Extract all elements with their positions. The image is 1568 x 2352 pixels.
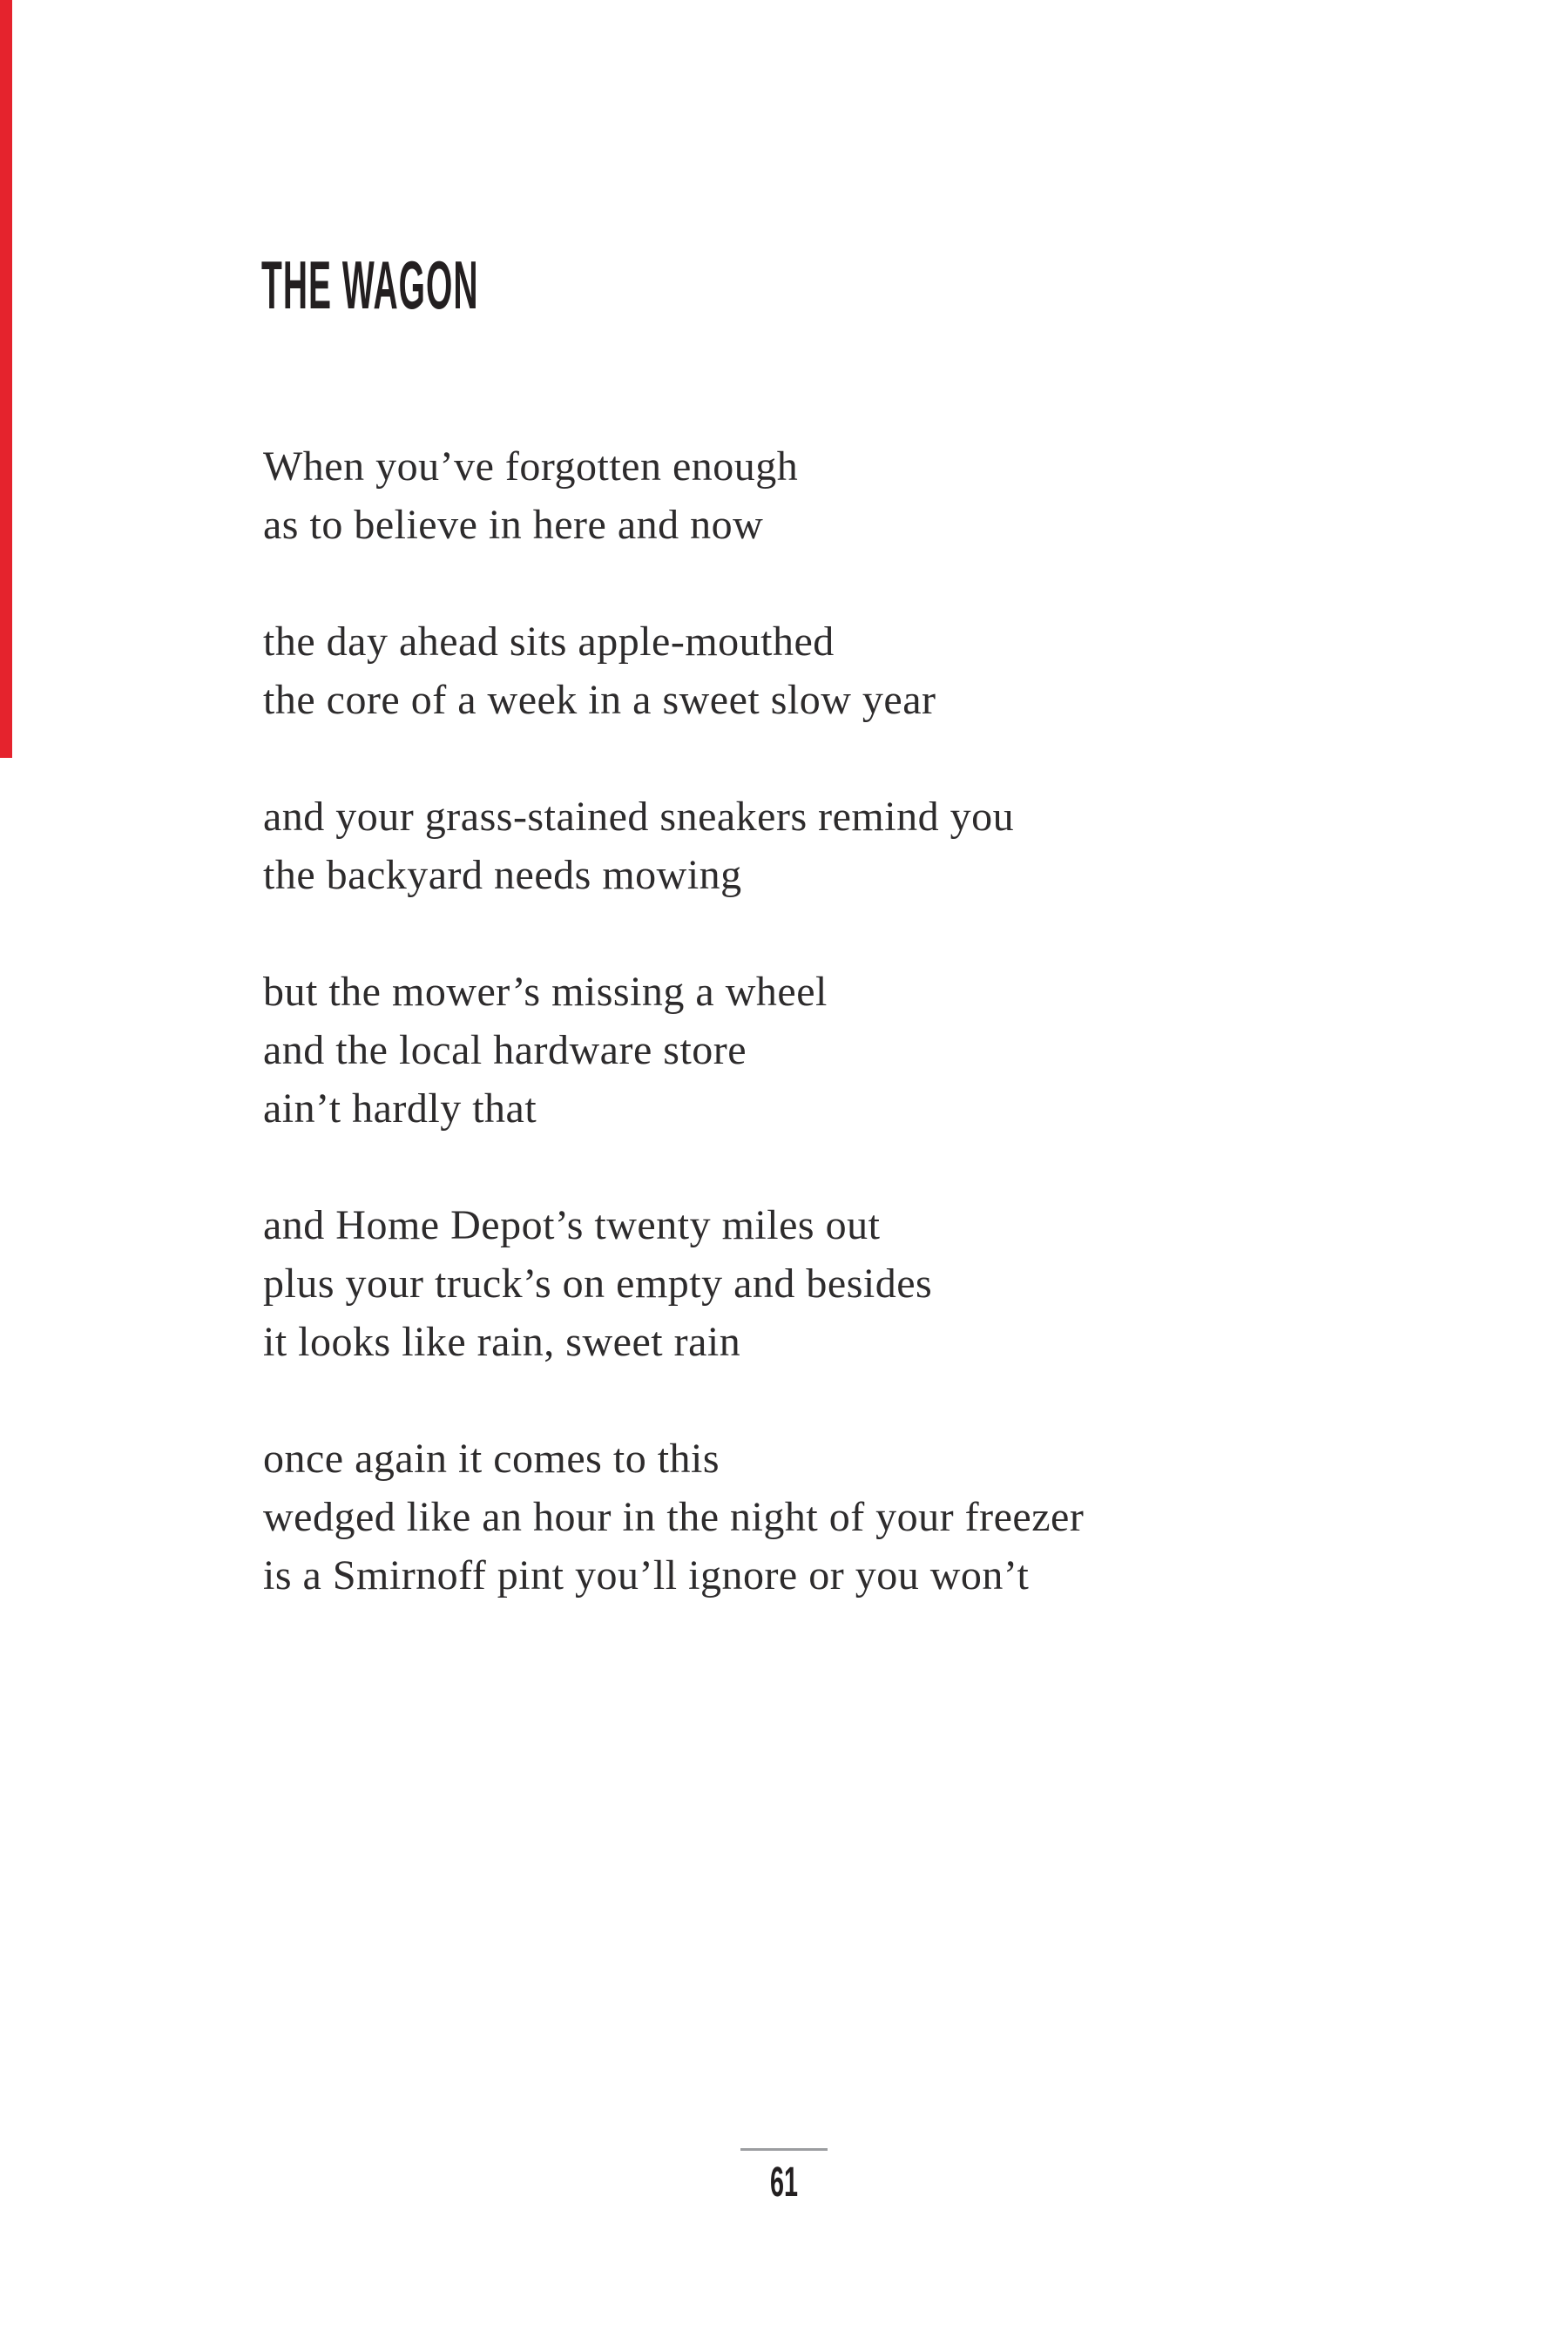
page-number: 61 xyxy=(769,2159,799,2206)
poem-title: THE WAGON xyxy=(261,247,479,323)
stanza xyxy=(263,1196,1084,1371)
stanza xyxy=(263,1429,1084,1605)
poem-line: wedged like an hour in the night of your freezer xyxy=(263,1494,1085,1540)
poem-line: and your grass-stained sneakers remind you xyxy=(263,794,1015,840)
stanza xyxy=(263,612,1084,729)
poem-line: is a Smirnoff pint you’ll ignore or you won’t xyxy=(263,1552,1030,1598)
stanza xyxy=(263,787,1084,904)
footer-rule xyxy=(740,2148,828,2151)
poem-line: the core of a week in a sweet slow year xyxy=(263,677,936,723)
poem-line: plus your truck’s on empty and besides xyxy=(263,1260,933,1307)
spine-accent-stripe xyxy=(0,0,12,758)
poem-line: When you’ve forgotten enough xyxy=(263,443,799,490)
poem-line: as to believe in here and now xyxy=(263,502,764,548)
poem-line: and the local hardware store xyxy=(263,1027,747,1073)
poem-line: once again it comes to this xyxy=(263,1436,720,1482)
poem-line: the day ahead sits apple-mouthed xyxy=(263,618,835,665)
poem-line: and Home Depot’s twenty miles out xyxy=(263,1202,881,1248)
poem-body xyxy=(263,437,1084,1663)
poem-line: ain’t hardly that xyxy=(263,1085,537,1132)
poem-line: the backyard needs mowing xyxy=(263,852,742,898)
stanza xyxy=(263,963,1084,1138)
poem-line: but the mower’s missing a wheel xyxy=(263,969,828,1015)
stanza xyxy=(263,437,1084,554)
poem-line: it looks like rain, sweet rain xyxy=(263,1319,741,1365)
